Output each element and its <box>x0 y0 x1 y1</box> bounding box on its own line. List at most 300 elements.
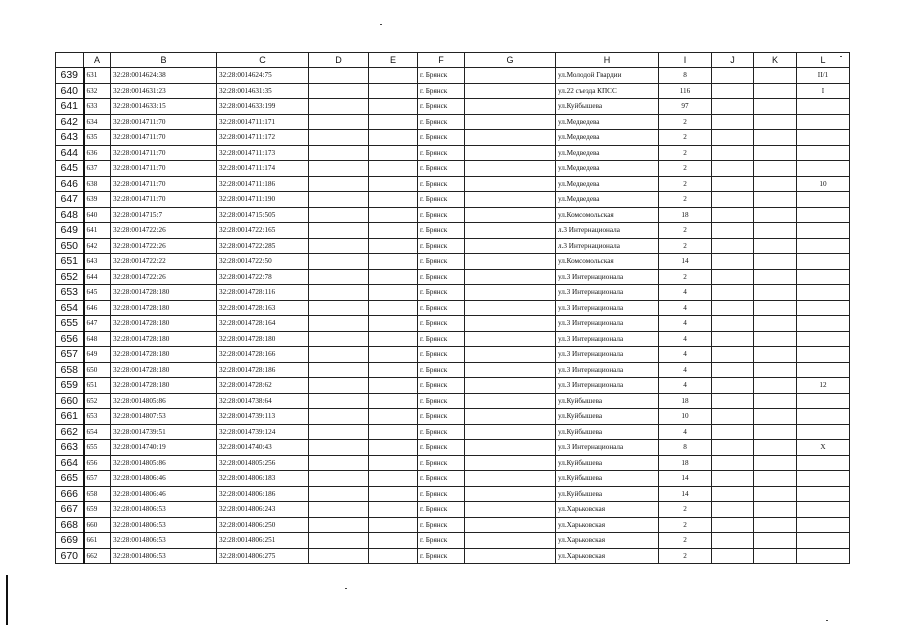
cell-g[interactable] <box>465 238 556 254</box>
cell-j[interactable] <box>712 300 754 316</box>
cell-c[interactable]: 32:28:0014728:163 <box>217 300 309 316</box>
cell-j[interactable] <box>712 393 754 409</box>
cell-a[interactable]: 634 <box>84 114 111 130</box>
cell-k[interactable] <box>754 316 797 332</box>
cell-a[interactable]: 650 <box>84 362 111 378</box>
cell-f[interactable]: г. Брянск <box>418 176 465 192</box>
cell-f[interactable]: г. Брянск <box>418 207 465 223</box>
cell-d[interactable] <box>309 347 369 363</box>
cell-c[interactable]: 32:28:0014728:164 <box>217 316 309 332</box>
cell-l[interactable] <box>797 362 850 378</box>
cell-k[interactable] <box>754 440 797 456</box>
cell-j[interactable] <box>712 424 754 440</box>
cell-f[interactable]: г. Брянск <box>418 502 465 518</box>
cell-h[interactable]: л.3 Интернационала <box>556 223 659 239</box>
cell-l[interactable] <box>797 269 850 285</box>
cell-b[interactable]: 32:28:0014722:22 <box>111 254 217 270</box>
cell-l[interactable] <box>797 316 850 332</box>
cell-g[interactable] <box>465 254 556 270</box>
cell-h[interactable]: ул.Куйбышева <box>556 486 659 502</box>
cell-f[interactable]: г. Брянск <box>418 269 465 285</box>
cell-g[interactable] <box>465 455 556 471</box>
cell-b[interactable]: 32:28:0014711:70 <box>111 192 217 208</box>
cell-c[interactable]: 32:28:0014738:64 <box>217 393 309 409</box>
cell-b[interactable]: 32:28:0014728:180 <box>111 300 217 316</box>
cell-j[interactable] <box>712 223 754 239</box>
cell-e[interactable] <box>369 517 418 533</box>
cell-d[interactable] <box>309 176 369 192</box>
cell-h[interactable]: ул.3 Интернационала <box>556 362 659 378</box>
cell-l[interactable]: 12 <box>797 378 850 394</box>
cell-j[interactable] <box>712 145 754 161</box>
cell-a[interactable]: 653 <box>84 409 111 425</box>
cell-i[interactable]: 4 <box>659 300 712 316</box>
cell-e[interactable] <box>369 440 418 456</box>
cell-l[interactable] <box>797 145 850 161</box>
cell-d[interactable] <box>309 83 369 99</box>
cell-e[interactable] <box>369 300 418 316</box>
row-number[interactable]: 661 <box>56 409 84 425</box>
cell-a[interactable]: 661 <box>84 533 111 549</box>
row-number[interactable]: 669 <box>56 533 84 549</box>
column-header-b[interactable]: B <box>111 53 217 68</box>
cell-l[interactable] <box>797 192 850 208</box>
cell-j[interactable] <box>712 517 754 533</box>
cell-i[interactable]: 2 <box>659 192 712 208</box>
cell-f[interactable]: г. Брянск <box>418 424 465 440</box>
cell-g[interactable] <box>465 145 556 161</box>
cell-d[interactable] <box>309 68 369 84</box>
row-number[interactable]: 647 <box>56 192 84 208</box>
cell-j[interactable] <box>712 378 754 394</box>
cell-b[interactable]: 32:28:0014728:180 <box>111 316 217 332</box>
column-header-g[interactable]: G <box>465 53 556 68</box>
cell-d[interactable] <box>309 130 369 146</box>
cell-c[interactable]: 32:28:0014806:275 <box>217 548 309 564</box>
cell-k[interactable] <box>754 533 797 549</box>
cell-f[interactable]: г. Брянск <box>418 223 465 239</box>
cell-h[interactable]: ул.22 съезда КПСС <box>556 83 659 99</box>
cell-g[interactable] <box>465 207 556 223</box>
cell-c[interactable]: 32:28:0014806:243 <box>217 502 309 518</box>
cell-l[interactable] <box>797 331 850 347</box>
cell-d[interactable] <box>309 533 369 549</box>
cell-i[interactable]: 4 <box>659 378 712 394</box>
cell-h[interactable]: ул.Куйбышева <box>556 455 659 471</box>
cell-g[interactable] <box>465 192 556 208</box>
cell-e[interactable] <box>369 254 418 270</box>
row-number[interactable]: 667 <box>56 502 84 518</box>
cell-d[interactable] <box>309 455 369 471</box>
cell-j[interactable] <box>712 130 754 146</box>
row-number[interactable]: 653 <box>56 285 84 301</box>
cell-a[interactable]: 660 <box>84 517 111 533</box>
cell-e[interactable] <box>369 161 418 177</box>
cell-d[interactable] <box>309 161 369 177</box>
cell-l[interactable] <box>797 114 850 130</box>
row-number[interactable]: 660 <box>56 393 84 409</box>
row-number[interactable]: 655 <box>56 316 84 332</box>
cell-g[interactable] <box>465 548 556 564</box>
cell-e[interactable] <box>369 378 418 394</box>
cell-i[interactable]: 2 <box>659 114 712 130</box>
cell-f[interactable]: г. Брянск <box>418 68 465 84</box>
cell-a[interactable]: 642 <box>84 238 111 254</box>
cell-e[interactable] <box>369 424 418 440</box>
cell-i[interactable]: 14 <box>659 254 712 270</box>
cell-j[interactable] <box>712 285 754 301</box>
cell-k[interactable] <box>754 254 797 270</box>
cell-c[interactable]: 32:28:0014711:173 <box>217 145 309 161</box>
cell-l[interactable] <box>797 207 850 223</box>
cell-b[interactable]: 32:28:0014715:7 <box>111 207 217 223</box>
cell-c[interactable]: 32:28:0014806:251 <box>217 533 309 549</box>
cell-b[interactable]: 32:28:0014711:70 <box>111 161 217 177</box>
cell-f[interactable]: г. Брянск <box>418 440 465 456</box>
cell-i[interactable]: 18 <box>659 455 712 471</box>
cell-l[interactable]: I <box>797 83 850 99</box>
cell-j[interactable] <box>712 161 754 177</box>
cell-f[interactable]: г. Брянск <box>418 130 465 146</box>
cell-f[interactable]: г. Брянск <box>418 99 465 115</box>
cell-k[interactable] <box>754 285 797 301</box>
cell-a[interactable]: 647 <box>84 316 111 332</box>
cell-g[interactable] <box>465 533 556 549</box>
cell-a[interactable]: 646 <box>84 300 111 316</box>
row-number[interactable]: 666 <box>56 486 84 502</box>
cell-g[interactable] <box>465 471 556 487</box>
row-number[interactable]: 663 <box>56 440 84 456</box>
cell-g[interactable] <box>465 99 556 115</box>
cell-i[interactable]: 116 <box>659 83 712 99</box>
cell-d[interactable] <box>309 114 369 130</box>
cell-k[interactable] <box>754 548 797 564</box>
cell-l[interactable] <box>797 471 850 487</box>
cell-j[interactable] <box>712 440 754 456</box>
cell-j[interactable] <box>712 207 754 223</box>
cell-d[interactable] <box>309 548 369 564</box>
cell-b[interactable]: 32:28:0014740:19 <box>111 440 217 456</box>
cell-h[interactable]: ул.Молодой Гвардии <box>556 68 659 84</box>
cell-h[interactable]: ул.Медведева <box>556 130 659 146</box>
cell-f[interactable]: г. Брянск <box>418 533 465 549</box>
cell-h[interactable]: ул.3 Интернационала <box>556 285 659 301</box>
cell-k[interactable] <box>754 238 797 254</box>
cell-e[interactable] <box>369 548 418 564</box>
cell-a[interactable]: 649 <box>84 347 111 363</box>
cell-i[interactable]: 97 <box>659 99 712 115</box>
cell-a[interactable]: 655 <box>84 440 111 456</box>
cell-c[interactable]: 32:28:0014711:190 <box>217 192 309 208</box>
cell-e[interactable] <box>369 223 418 239</box>
cell-k[interactable] <box>754 517 797 533</box>
cell-h[interactable]: ул.3 Интернационала <box>556 316 659 332</box>
cell-j[interactable] <box>712 192 754 208</box>
column-header-f[interactable]: F <box>418 53 465 68</box>
cell-j[interactable] <box>712 362 754 378</box>
cell-a[interactable]: 659 <box>84 502 111 518</box>
cell-i[interactable]: 8 <box>659 68 712 84</box>
cell-f[interactable]: г. Брянск <box>418 393 465 409</box>
cell-d[interactable] <box>309 145 369 161</box>
cell-d[interactable] <box>309 192 369 208</box>
cell-k[interactable] <box>754 145 797 161</box>
cell-i[interactable]: 2 <box>659 517 712 533</box>
cell-i[interactable]: 8 <box>659 440 712 456</box>
cell-k[interactable] <box>754 99 797 115</box>
corner-cell[interactable] <box>56 53 84 68</box>
row-number[interactable]: 650 <box>56 238 84 254</box>
cell-g[interactable] <box>465 316 556 332</box>
cell-b[interactable]: 32:28:0014806:53 <box>111 517 217 533</box>
cell-l[interactable] <box>797 300 850 316</box>
cell-d[interactable] <box>309 424 369 440</box>
cell-d[interactable] <box>309 409 369 425</box>
cell-h[interactable]: ул.Куйбышева <box>556 471 659 487</box>
row-number[interactable]: 651 <box>56 254 84 270</box>
cell-l[interactable] <box>797 99 850 115</box>
cell-j[interactable] <box>712 455 754 471</box>
cell-j[interactable] <box>712 83 754 99</box>
cell-e[interactable] <box>369 99 418 115</box>
cell-k[interactable] <box>754 378 797 394</box>
cell-h[interactable]: ул.3 Интернационала <box>556 440 659 456</box>
cell-e[interactable] <box>369 176 418 192</box>
cell-c[interactable]: 32:28:0014728:62 <box>217 378 309 394</box>
cell-b[interactable]: 32:28:0014806:53 <box>111 548 217 564</box>
cell-d[interactable] <box>309 269 369 285</box>
cell-d[interactable] <box>309 362 369 378</box>
cell-j[interactable] <box>712 114 754 130</box>
row-number[interactable]: 644 <box>56 145 84 161</box>
cell-a[interactable]: 645 <box>84 285 111 301</box>
column-header-c[interactable]: C <box>217 53 309 68</box>
cell-a[interactable]: 633 <box>84 99 111 115</box>
cell-e[interactable] <box>369 207 418 223</box>
row-number[interactable]: 642 <box>56 114 84 130</box>
cell-b[interactable]: 32:28:0014711:70 <box>111 145 217 161</box>
cell-e[interactable] <box>369 409 418 425</box>
cell-l[interactable]: X <box>797 440 850 456</box>
cell-d[interactable] <box>309 300 369 316</box>
cell-b[interactable]: 32:28:0014728:180 <box>111 285 217 301</box>
cell-a[interactable]: 632 <box>84 83 111 99</box>
cell-l[interactable] <box>797 347 850 363</box>
cell-g[interactable] <box>465 378 556 394</box>
cell-e[interactable] <box>369 145 418 161</box>
cell-b[interactable]: 32:28:0014728:180 <box>111 378 217 394</box>
cell-h[interactable]: ул.3 Интернационала <box>556 269 659 285</box>
cell-e[interactable] <box>369 486 418 502</box>
cell-i[interactable]: 2 <box>659 161 712 177</box>
cell-b[interactable]: 32:28:0014728:180 <box>111 331 217 347</box>
cell-k[interactable] <box>754 192 797 208</box>
cell-c[interactable]: 32:28:0014631:35 <box>217 83 309 99</box>
cell-k[interactable] <box>754 207 797 223</box>
cell-k[interactable] <box>754 331 797 347</box>
row-number[interactable]: 658 <box>56 362 84 378</box>
cell-j[interactable] <box>712 316 754 332</box>
cell-l[interactable] <box>797 533 850 549</box>
cell-d[interactable] <box>309 393 369 409</box>
cell-k[interactable] <box>754 424 797 440</box>
cell-a[interactable]: 662 <box>84 548 111 564</box>
cell-i[interactable]: 10 <box>659 409 712 425</box>
row-number[interactable]: 645 <box>56 161 84 177</box>
cell-g[interactable] <box>465 393 556 409</box>
cell-f[interactable]: г. Брянск <box>418 517 465 533</box>
cell-h[interactable]: ул.Куйбышева <box>556 99 659 115</box>
cell-c[interactable]: 32:28:0014740:43 <box>217 440 309 456</box>
cell-b[interactable]: 32:28:0014633:15 <box>111 99 217 115</box>
cell-a[interactable]: 641 <box>84 223 111 239</box>
row-number[interactable]: 659 <box>56 378 84 394</box>
cell-a[interactable]: 651 <box>84 378 111 394</box>
cell-j[interactable] <box>712 176 754 192</box>
cell-i[interactable]: 2 <box>659 223 712 239</box>
cell-i[interactable]: 2 <box>659 145 712 161</box>
cell-g[interactable] <box>465 362 556 378</box>
cell-d[interactable] <box>309 486 369 502</box>
cell-i[interactable]: 14 <box>659 486 712 502</box>
cell-k[interactable] <box>754 471 797 487</box>
cell-d[interactable] <box>309 223 369 239</box>
cell-e[interactable] <box>369 533 418 549</box>
row-number[interactable]: 657 <box>56 347 84 363</box>
cell-h[interactable]: ул.Харьковская <box>556 533 659 549</box>
cell-k[interactable] <box>754 68 797 84</box>
cell-h[interactable]: ул.Куйбышева <box>556 409 659 425</box>
cell-h[interactable]: ул.3 Интернационала <box>556 331 659 347</box>
cell-a[interactable]: 638 <box>84 176 111 192</box>
cell-i[interactable]: 4 <box>659 316 712 332</box>
cell-h[interactable]: л.3 Интернационала <box>556 238 659 254</box>
cell-h[interactable]: ул.Харьковская <box>556 502 659 518</box>
cell-j[interactable] <box>712 238 754 254</box>
cell-h[interactable]: ул.Куйбышева <box>556 393 659 409</box>
cell-l[interactable] <box>797 285 850 301</box>
cell-k[interactable] <box>754 130 797 146</box>
cell-l[interactable] <box>797 517 850 533</box>
cell-c[interactable]: 32:28:0014728:186 <box>217 362 309 378</box>
cell-l[interactable] <box>797 161 850 177</box>
cell-f[interactable]: г. Брянск <box>418 486 465 502</box>
cell-g[interactable] <box>465 502 556 518</box>
row-number[interactable]: 654 <box>56 300 84 316</box>
cell-c[interactable]: 32:28:0014711:171 <box>217 114 309 130</box>
cell-c[interactable]: 32:28:0014806:250 <box>217 517 309 533</box>
cell-e[interactable] <box>369 68 418 84</box>
cell-d[interactable] <box>309 440 369 456</box>
cell-e[interactable] <box>369 471 418 487</box>
cell-h[interactable]: ул.3 Интернационала <box>556 347 659 363</box>
cell-a[interactable]: 658 <box>84 486 111 502</box>
cell-d[interactable] <box>309 502 369 518</box>
cell-i[interactable]: 4 <box>659 331 712 347</box>
cell-c[interactable]: 32:28:0014633:199 <box>217 99 309 115</box>
cell-l[interactable]: II/1 <box>797 68 850 84</box>
row-number[interactable]: 664 <box>56 455 84 471</box>
column-header-j[interactable]: J <box>712 53 754 68</box>
cell-d[interactable] <box>309 316 369 332</box>
cell-e[interactable] <box>369 502 418 518</box>
cell-h[interactable]: ул.Медведева <box>556 145 659 161</box>
column-header-h[interactable]: H <box>556 53 659 68</box>
row-number[interactable]: 648 <box>56 207 84 223</box>
cell-a[interactable]: 644 <box>84 269 111 285</box>
cell-c[interactable]: 32:28:0014739:124 <box>217 424 309 440</box>
column-header-l[interactable]: L <box>797 53 850 68</box>
cell-f[interactable]: г. Брянск <box>418 409 465 425</box>
cell-a[interactable]: 652 <box>84 393 111 409</box>
cell-f[interactable]: г. Брянск <box>418 300 465 316</box>
cell-l[interactable] <box>797 130 850 146</box>
cell-g[interactable] <box>465 486 556 502</box>
cell-j[interactable] <box>712 269 754 285</box>
cell-l[interactable]: 10 <box>797 176 850 192</box>
cell-j[interactable] <box>712 486 754 502</box>
cell-i[interactable]: 4 <box>659 347 712 363</box>
cell-e[interactable] <box>369 83 418 99</box>
cell-g[interactable] <box>465 83 556 99</box>
cell-b[interactable]: 32:28:0014728:180 <box>111 347 217 363</box>
row-number[interactable]: 641 <box>56 99 84 115</box>
cell-b[interactable]: 32:28:0014711:70 <box>111 176 217 192</box>
cell-c[interactable]: 32:28:0014711:174 <box>217 161 309 177</box>
cell-d[interactable] <box>309 238 369 254</box>
cell-i[interactable]: 4 <box>659 285 712 301</box>
cell-g[interactable] <box>465 269 556 285</box>
cell-b[interactable]: 32:28:0014806:53 <box>111 502 217 518</box>
cell-e[interactable] <box>369 455 418 471</box>
cell-b[interactable]: 32:28:0014631:23 <box>111 83 217 99</box>
cell-c[interactable]: 32:28:0014728:116 <box>217 285 309 301</box>
cell-h[interactable]: ул.Куйбышева <box>556 424 659 440</box>
cell-j[interactable] <box>712 548 754 564</box>
cell-c[interactable]: 32:28:0014806:183 <box>217 471 309 487</box>
cell-h[interactable]: ул.3 Интернационала <box>556 300 659 316</box>
cell-f[interactable]: г. Брянск <box>418 114 465 130</box>
cell-b[interactable]: 32:28:0014624:38 <box>111 68 217 84</box>
cell-a[interactable]: 654 <box>84 424 111 440</box>
cell-e[interactable] <box>369 285 418 301</box>
cell-g[interactable] <box>465 130 556 146</box>
cell-j[interactable] <box>712 471 754 487</box>
cell-b[interactable]: 32:28:0014805:86 <box>111 393 217 409</box>
cell-k[interactable] <box>754 176 797 192</box>
cell-d[interactable] <box>309 254 369 270</box>
cell-l[interactable] <box>797 424 850 440</box>
cell-j[interactable] <box>712 347 754 363</box>
cell-k[interactable] <box>754 393 797 409</box>
column-header-i[interactable]: I <box>659 53 712 68</box>
cell-c[interactable]: 32:28:0014722:165 <box>217 223 309 239</box>
cell-k[interactable] <box>754 269 797 285</box>
cell-f[interactable]: г. Брянск <box>418 378 465 394</box>
cell-g[interactable] <box>465 347 556 363</box>
cell-e[interactable] <box>369 269 418 285</box>
cell-l[interactable] <box>797 223 850 239</box>
cell-c[interactable]: 32:28:0014722:285 <box>217 238 309 254</box>
cell-i[interactable]: 18 <box>659 207 712 223</box>
cell-c[interactable]: 32:28:0014624:75 <box>217 68 309 84</box>
cell-f[interactable]: г. Брянск <box>418 285 465 301</box>
cell-l[interactable] <box>797 548 850 564</box>
cell-l[interactable] <box>797 409 850 425</box>
cell-f[interactable]: г. Брянск <box>418 83 465 99</box>
cell-j[interactable] <box>712 533 754 549</box>
cell-c[interactable]: 32:28:0014739:113 <box>217 409 309 425</box>
